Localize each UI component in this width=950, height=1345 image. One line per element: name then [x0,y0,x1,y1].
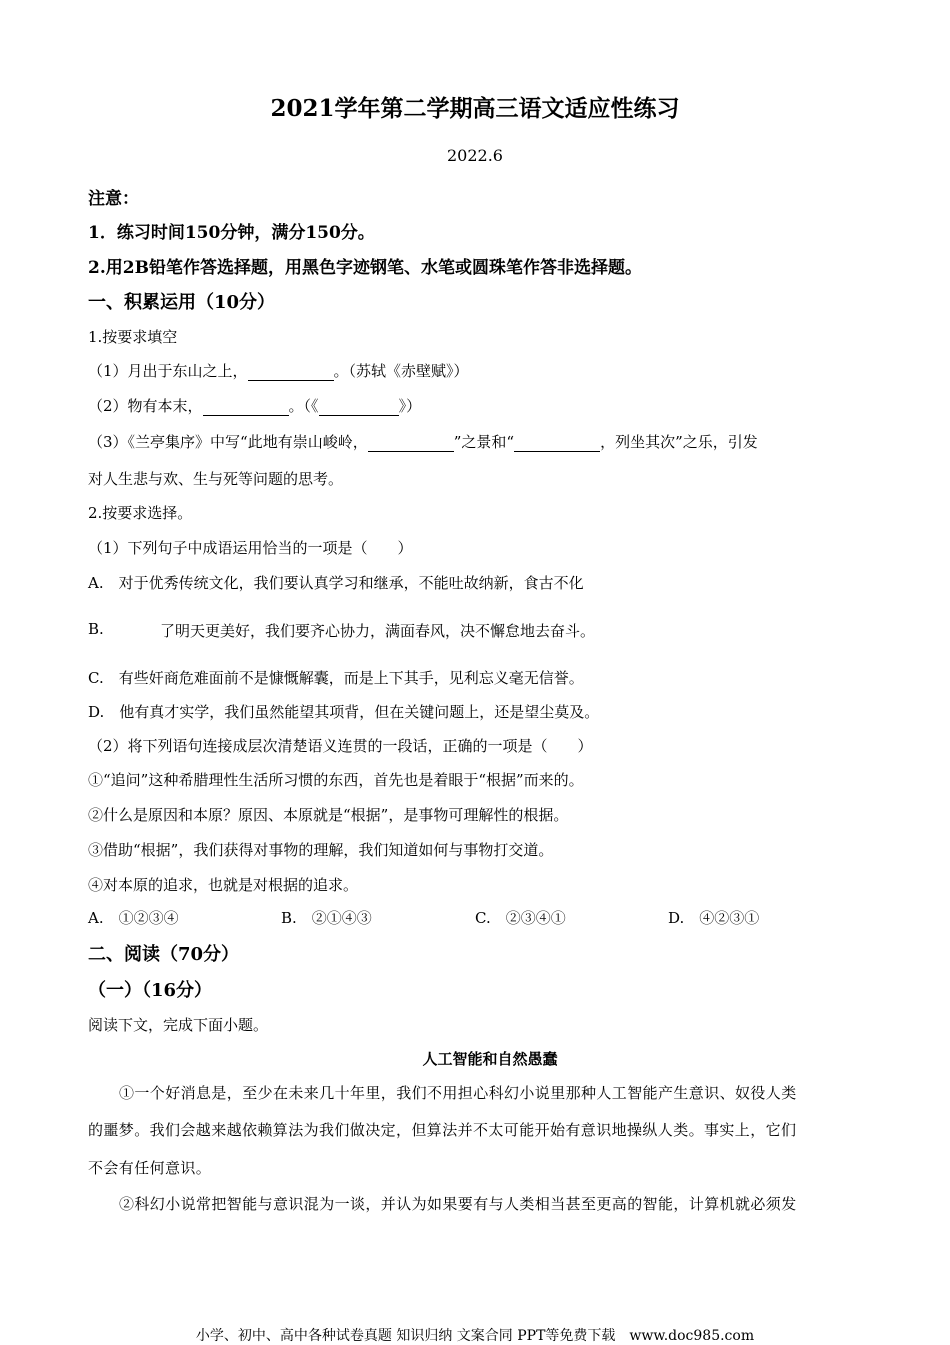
q1-item-3-post: ，列坐其次”之乐，引发 [600,433,758,451]
sentence-4: ④对本原的追求，也就是对根据的追求。 [88,876,359,894]
reading-instruction: 阅读下文，完成下面小题。 [88,1016,269,1034]
subsection-1-heading: （一）（16分） [88,980,213,1001]
answer-blank[interactable] [248,362,334,381]
answer-blank[interactable] [203,397,289,416]
q2-part-2: （2）将下列语句连接成层次清楚语义连贯的一段话，正确的一项是（ ） [88,737,593,755]
choice-a: A. ①②③④ [88,909,179,927]
q2-part-1: （1）下列句子中成语运用恰当的一项是（ ） [88,539,413,557]
sentence-3: ③借助“根据”，我们获得对事物的理解，我们知道如何与事物打交道。 [88,841,554,859]
choice-b: B. ②①④③ [281,909,372,927]
section-1-heading: 一、积累运用（10分） [88,292,276,313]
option-a: A. 对于优秀传统文化，我们要认真学习和继承，不能吐故纳新，食古不化 [88,574,584,592]
answer-blank[interactable] [368,433,454,452]
choice-c: C. ②③④① [475,909,566,927]
exam-date: 2022.6 [447,146,503,165]
q2-prompt: 2.按要求选择。 [88,504,193,522]
option-d: D. 他有真才实学，我们虽然能望其项背，但在关键问题上，还是望尘莫及。 [88,703,600,721]
article-title: 人工智能和自然愚蠢 [422,1050,558,1068]
q1-item-2-mid: 。（《 [288,397,319,415]
q1-item-1 [88,360,469,381]
sentence-2: ②什么是原因和本原？原因、本原就是“根据”，是事物可理解性的根据。 [88,806,569,824]
page-title: 2021学年第二学期高三语文适应性练习 [270,95,680,122]
q1-item-3-pre: （3）《兰亭集序》中写“此地有崇山峻岭， [88,433,368,451]
q1-item-3-line2: 对人生悲与欢、生与死等问题的思考。 [88,470,344,488]
notice-item-2: 2.用2B铅笔作答选择题，用黑色字迹钢笔、水笔或圆珠笔作答非选择题。 [88,258,642,278]
choice-d: D. ④②③① [668,909,760,927]
q1-item-3-mid: ”之景和“ [453,433,515,451]
article-line-4: ②科幻小说常把智能与意识混为一谈，并认为如果要有与人类相当甚至更高的智能，计算机就必须发 [119,1195,797,1213]
option-b-label: B. [88,620,104,638]
answer-blank[interactable] [319,397,399,416]
q1-prompt: 1.按要求填空 [88,328,178,346]
article-line-3: 不会有任何意识。 [88,1159,212,1177]
notice-label: 注意： [88,189,139,209]
q1-item-2-post: 》） [398,397,422,415]
q1-item-1-post: 。（苏轼《赤壁赋》） [333,362,469,380]
section-2-heading: 二、阅读（70分） [88,944,240,965]
article-line-2: 的噩梦。我们会越来越依赖算法为我们做决定，但算法并不太可能开始有意识地操纵人类。事实上，它们 [88,1121,797,1139]
footer-text: 小学、初中、高中各种试卷真题 知识归纳 文案合同 PPT等免费下载 www.doc985.com [195,1328,755,1344]
q1-item-2 [88,395,421,416]
option-c: C. 有些奸商危难面前不是慷慨解囊，而是上下其手，见利忘义毫无信誉。 [88,669,584,687]
option-b: 了明天更美好，我们要齐心协力，满面春风，决不懈怠地去奋斗。 [160,622,596,640]
notice-item-1: 1．练习时间150分钟，满分150分。 [88,223,375,243]
sentence-1: ①“追问”这种希腊理性生活所习惯的东西，首先也是着眼于“根据”而来的。 [88,771,584,789]
q1-item-1-pre: （1）月出于东山之上， [88,362,248,380]
q1-item-2-pre: （2）物有本末， [88,397,203,415]
q1-item-3 [88,431,758,452]
answer-blank[interactable] [514,433,600,452]
article-line-1: ①一个好消息是，至少在未来几十年里，我们不用担心科幻小说里那种人工智能产生意识、奴役人类 [119,1084,797,1102]
